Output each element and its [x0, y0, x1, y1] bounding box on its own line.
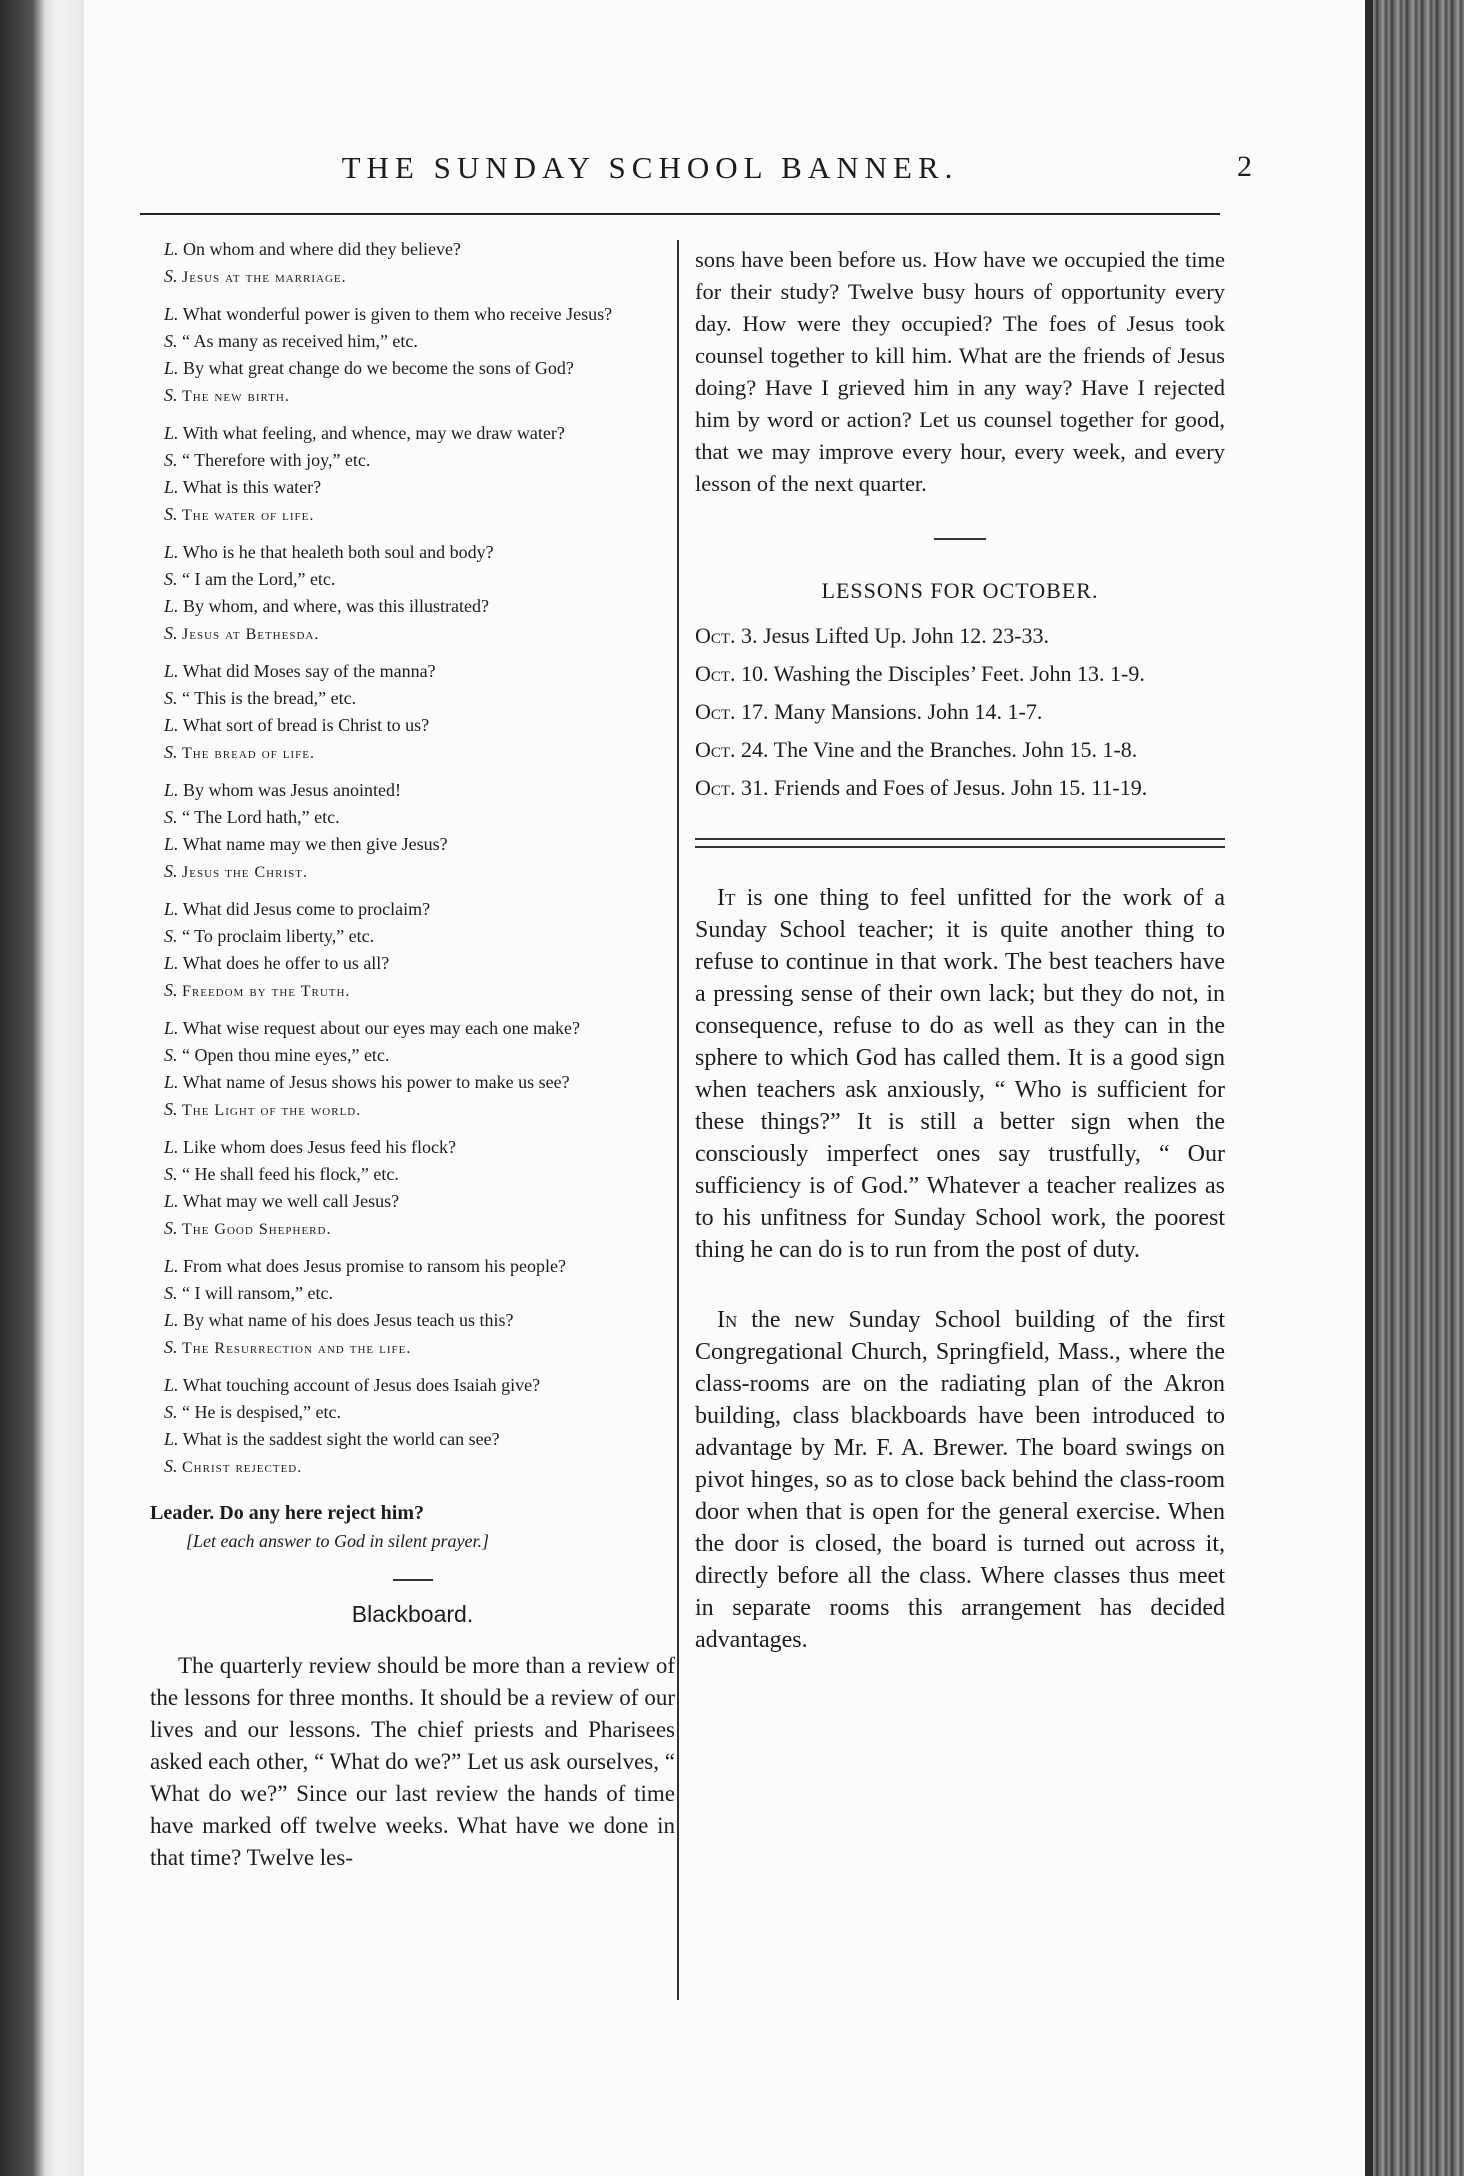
lesson-title: The Vine and the Branches. John 15. 1-8. — [773, 737, 1138, 762]
leader-question — [150, 236, 675, 263]
speaker-mark: L. — [164, 834, 179, 854]
running-header: THE SUNDAY SCHOOL BANNER. — [341, 150, 959, 185]
line-text: The Good Shepherd. — [182, 1221, 332, 1238]
speaker-mark: S. — [164, 1402, 178, 1422]
line-text: What did Moses say of the manna? — [182, 661, 436, 681]
lesson-date: Oct. 24. — [695, 737, 769, 762]
leader-question — [150, 355, 675, 382]
lesson-date: Oct. 10. — [695, 661, 769, 686]
line-text: The new birth. — [182, 388, 290, 405]
line-text: The Resurrection and the life. — [182, 1340, 412, 1357]
line-text: “ He shall feed his flock,” etc. — [182, 1164, 399, 1184]
qa-group — [150, 777, 675, 886]
line-text: What is the saddest sight the world can see? — [182, 1429, 500, 1449]
leader-question — [150, 777, 675, 804]
line-text: What name may we then give Jesus? — [182, 834, 448, 854]
line-text: “ Therefore with joy,” etc. — [182, 450, 371, 470]
line-text: What name of Jesus shows his power to make us see? — [182, 1072, 570, 1092]
school-answer — [150, 685, 675, 712]
qa-group — [150, 301, 675, 410]
left-column — [150, 236, 675, 1874]
line-text: “ This is the bread,” etc. — [182, 688, 357, 708]
line-text: “ I will ransom,” etc. — [182, 1283, 333, 1303]
book-edge-right — [1365, 0, 1464, 2176]
line-text: What wise request about our eyes may each one make? — [182, 1018, 581, 1038]
line-text: With what feeling, and whence, may we draw water? — [182, 423, 565, 443]
school-answer — [150, 501, 675, 529]
speaker-mark: L. — [164, 1191, 179, 1211]
line-text: Jesus at Bethesda. — [182, 626, 320, 643]
leader-question — [150, 1253, 675, 1280]
school-answer — [150, 1453, 675, 1481]
speaker-mark: S. — [164, 331, 178, 351]
line-text: What wonderful power is given to them who receive Jesus? — [182, 304, 613, 324]
speaker-mark: S. — [164, 1164, 178, 1184]
page-number: 2 — [1237, 150, 1252, 183]
speaker-mark: S. — [164, 450, 178, 470]
speaker-mark: S. — [164, 1045, 178, 1065]
school-answer — [150, 739, 675, 767]
school-answer — [150, 804, 675, 831]
school-answer — [150, 923, 675, 950]
school-answer — [150, 1161, 675, 1188]
line-text: The Light of the world. — [182, 1102, 362, 1119]
speaker-mark: L. — [164, 542, 179, 562]
review-continuation: sons have been before us. How have we occupied the time for their study? Twelve busy hours of opportunity every day. How were they occupied? The foes of Jesus took counsel together to kill him. What are the friends of Jesus doing? Have I grieved him in any way? Have I rejected him by word or action? Let us counsel together for good, that we may improve every hour, every week, and every lesson of the next quarter. — [695, 247, 1225, 496]
leader-question — [150, 712, 675, 739]
speaker-mark: L. — [164, 304, 179, 324]
leader-question — [150, 1372, 675, 1399]
line-text: By what name of his does Jesus teach us this? — [183, 1310, 514, 1330]
line-text: Freedom by the Truth. — [182, 983, 351, 1000]
speaker-mark: L. — [164, 596, 179, 616]
lesson-title: Jesus Lifted Up. John 12. 23-33. — [763, 623, 1050, 648]
line-text: The bread of life. — [182, 745, 315, 762]
speaker-mark: L. — [164, 1072, 179, 1092]
school-answer — [150, 1096, 675, 1124]
line-text: The water of life. — [182, 507, 315, 524]
lesson-date: Oct. 17. — [695, 699, 769, 724]
leader-line: Leader. Do any here reject him? — [150, 1502, 425, 1524]
speaker-mark: S. — [164, 266, 178, 286]
leader-question — [150, 539, 675, 566]
line-text: By what great change do we become the sons of God? — [183, 358, 574, 378]
school-answer — [150, 977, 675, 1005]
speaker-mark: L. — [164, 1256, 179, 1276]
lesson-date: Oct. 3. — [695, 623, 758, 648]
school-answer — [150, 858, 675, 886]
lesson-title: Many Mansions. John 14. 1-7. — [774, 699, 1043, 724]
lesson-item — [695, 658, 1225, 690]
lesson-date: Oct. 31. — [695, 775, 769, 800]
qa-group — [150, 658, 675, 767]
line-text: “ To proclaim liberty,” etc. — [182, 926, 375, 946]
leader-question — [150, 1015, 675, 1042]
springfield-paragraph — [695, 1304, 1225, 1656]
speaker-mark: S. — [164, 1456, 178, 1476]
drop-lead: It — [717, 885, 736, 911]
double-rule — [695, 838, 1225, 848]
lesson-title: Washing the Disciples’ Feet. John 13. 1-9. — [773, 661, 1145, 686]
speaker-mark: S. — [164, 385, 178, 405]
speaker-mark: L. — [164, 239, 179, 259]
speaker-mark: S. — [164, 742, 178, 762]
school-answer — [150, 1280, 675, 1307]
leader-question — [150, 1426, 675, 1453]
lesson-item — [695, 620, 1225, 652]
section-dash — [393, 1579, 433, 1581]
lesson-title: Friends and Foes of Jesus. John 15. 11-19. — [774, 775, 1148, 800]
paragraph-text: is one thing to feel unfitted for the work of a Sunday School teacher; it is quite another thing to refuse to continue in that work. The best teachers have a pressing sense of their own lack; but they do not, in consequence, refuse to do as well as they can in the sphere to which God has called them. It is a good sign when teachers ask anxiously, “ Who is sufficient for these things?” It is still a better sign when the consciously imperfect ones say trustfully, “ Our sufficiency is of God.” Whatever a teacher realizes as to his unfitness for Sunday School work, the poorest thing he can do is to run from the post of duty. — [695, 885, 1225, 1263]
silent-prayer-instruction: [Let each answer to God in silent prayer.] — [186, 1531, 489, 1551]
leader-question — [150, 950, 675, 977]
line-text: What did Jesus come to proclaim? — [182, 899, 431, 919]
speaker-mark: S. — [164, 1283, 178, 1303]
speaker-mark: L. — [164, 358, 179, 378]
lessons-heading: LESSONS FOR OCTOBER. — [821, 578, 1099, 603]
speaker-mark: L. — [164, 477, 179, 497]
header-rule — [140, 213, 1220, 215]
leader-question — [150, 896, 675, 923]
school-answer — [150, 382, 675, 410]
speaker-mark: S. — [164, 807, 178, 827]
column-divider — [677, 240, 679, 2000]
speaker-mark: S. — [164, 861, 178, 881]
line-text: Christ rejected. — [182, 1459, 303, 1476]
qa-group — [150, 420, 675, 529]
school-answer — [150, 1042, 675, 1069]
speaker-mark: L. — [164, 661, 179, 681]
line-text: From what does Jesus promise to ransom his people? — [183, 1256, 566, 1276]
qa-group — [150, 539, 675, 648]
lesson-item — [695, 772, 1225, 804]
line-text: “ As many as received him,” etc. — [182, 331, 418, 351]
line-text: Who is he that healeth both soul and body? — [182, 542, 494, 562]
speaker-mark: S. — [164, 688, 178, 708]
line-text: Jesus the Christ. — [182, 864, 308, 881]
line-text: “ The Lord hath,” etc. — [182, 807, 340, 827]
line-text: Like whom does Jesus feed his flock? — [183, 1137, 456, 1157]
speaker-mark: S. — [164, 504, 178, 524]
lessons-list — [695, 620, 1225, 804]
qa-group — [150, 1134, 675, 1243]
speaker-mark: S. — [164, 926, 178, 946]
line-text: What is this water? — [182, 477, 322, 497]
speaker-mark: S. — [164, 980, 178, 1000]
leader-question — [150, 301, 675, 328]
line-text: What may we well call Jesus? — [182, 1191, 400, 1211]
unfitted-paragraph — [695, 882, 1225, 1266]
speaker-mark: L. — [164, 953, 179, 973]
drop-lead: In — [717, 1307, 738, 1333]
line-text: By whom, and where, was this illustrated? — [183, 596, 489, 616]
lesson-item — [695, 696, 1225, 728]
line-text: On whom and where did they believe? — [183, 239, 461, 259]
line-text: What does he offer to us all? — [182, 953, 390, 973]
leader-question — [150, 593, 675, 620]
school-answer — [150, 620, 675, 648]
school-answer — [150, 447, 675, 474]
speaker-mark: L. — [164, 1310, 179, 1330]
school-answer — [150, 1215, 675, 1243]
line-text: “ Open thou mine eyes,” etc. — [182, 1045, 390, 1065]
speaker-mark: L. — [164, 1018, 179, 1038]
blackboard-heading: Blackboard. — [351, 1601, 474, 1627]
leader-question — [150, 420, 675, 447]
line-text: “ He is despised,” etc. — [182, 1402, 341, 1422]
speaker-mark: L. — [164, 780, 179, 800]
leader-question — [150, 658, 675, 685]
qa-group — [150, 896, 675, 1005]
speaker-mark: L. — [164, 1137, 179, 1157]
leader-question — [150, 1307, 675, 1334]
line-text: “ I am the Lord,” etc. — [182, 569, 336, 589]
right-column — [695, 244, 1225, 1694]
qa-group — [150, 1253, 675, 1362]
speaker-mark: S. — [164, 1099, 178, 1119]
line-text: Jesus at the marriage. — [182, 269, 347, 286]
school-answer — [150, 1334, 675, 1362]
speaker-mark: S. — [164, 569, 178, 589]
speaker-mark: L. — [164, 423, 179, 443]
line-text: What sort of bread is Christ to us? — [182, 715, 430, 735]
qa-group — [150, 1015, 675, 1124]
school-answer — [150, 566, 675, 593]
qa-group — [150, 1372, 675, 1481]
leader-question — [150, 474, 675, 501]
qa-group — [150, 236, 675, 291]
school-answer — [150, 1399, 675, 1426]
speaker-mark: S. — [164, 1218, 178, 1238]
speaker-mark: L. — [164, 899, 179, 919]
lesson-item — [695, 734, 1225, 766]
leader-question — [150, 1134, 675, 1161]
leader-question — [150, 831, 675, 858]
speaker-mark: L. — [164, 715, 179, 735]
speaker-mark: S. — [164, 1337, 178, 1357]
leader-question — [150, 1188, 675, 1215]
speaker-mark: L. — [164, 1375, 179, 1395]
leader-question — [150, 1069, 675, 1096]
paragraph-text: the new Sunday School building of the first Congregational Church, Springfield, Mass., where the class-rooms are on the radiating plan of the Akron building, class blackboards have been introduced to advantage by Mr. F. A. Brewer. The board swings on pivot hinges, so as to close back behind the class-room door when that is open for the general exercise. When the door is closed, the board is turned out across it, directly before all the class. Where classes thus meet in separate rooms this arrangement has decided advantages. — [695, 1307, 1226, 1653]
line-text: What touching account of Jesus does Isaiah give? — [182, 1375, 541, 1395]
line-text: By whom was Jesus anointed! — [183, 780, 401, 800]
school-answer — [150, 328, 675, 355]
speaker-mark: S. — [164, 623, 178, 643]
speaker-mark: L. — [164, 1429, 179, 1449]
blackboard-paragraph: The quarterly review should be more than a review of the lessons for three months. It should be a review of our lives and our lessons. The chief priests and Pharisees asked each other, “ What do we?” Let us ask ourselves, “ What do we?” Since our last review the hands of time have marked off twelve weeks. What have we done in that time? Twelve les- — [150, 1653, 675, 1870]
school-answer — [150, 263, 675, 291]
page-gutter-left — [0, 0, 82, 2176]
section-dash — [934, 538, 986, 540]
review-questions — [150, 236, 675, 1481]
